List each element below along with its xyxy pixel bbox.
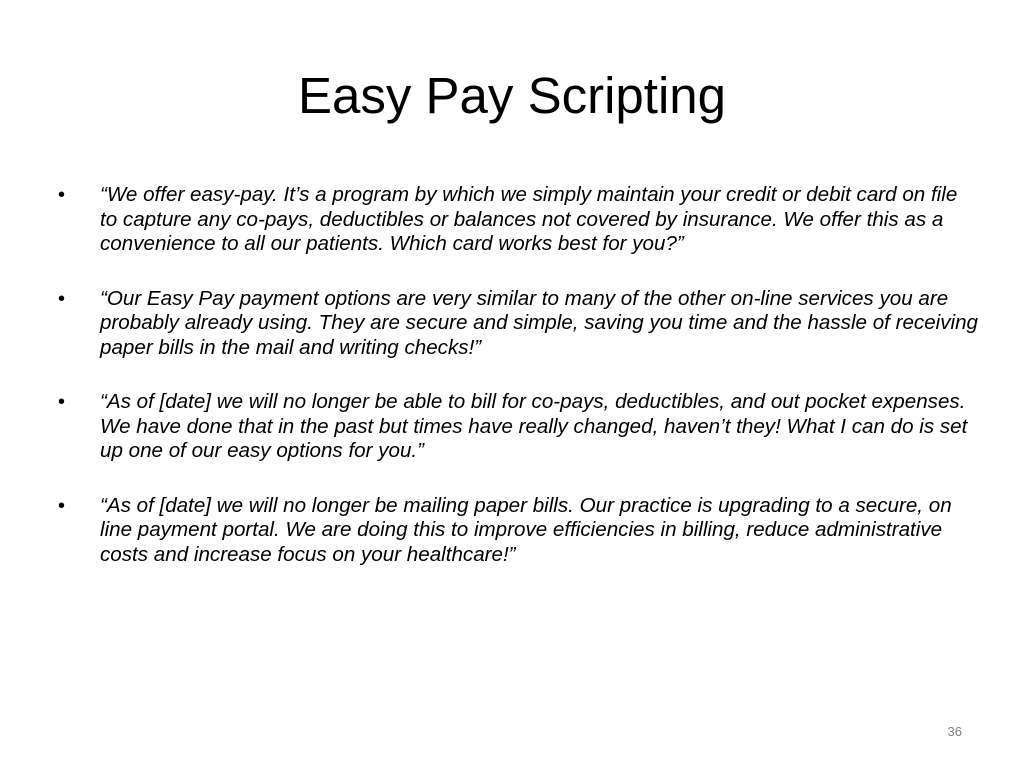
bullet-text: “As of [date] we will no longer be mailing paper bills. Our practice is upgrading to a secure, on line payment portal. We are doing this to improve efficiencies in billing, reduce administrative costs and increase focus on your healthcare!” <box>100 493 952 566</box>
bullet-icon: • <box>58 391 66 413</box>
bullet-item <box>58 390 978 464</box>
bullet-icon: • <box>58 494 66 517</box>
bullet-icon: • <box>58 287 66 310</box>
bullet-item <box>58 183 978 257</box>
page-number: 36 <box>947 724 962 739</box>
bullet-list <box>58 183 978 597</box>
bullet-text: “We offer easy-pay. It’s a program by which we simply maintain your credit or debit card on file to capture any co-pays, deductibles or balances not covered by insurance. We offer this as a convenience to all our patients. Which card works best for you?” <box>100 183 958 255</box>
slide-title: Easy Pay Scripting <box>297 67 727 124</box>
bullet-text: “Our Easy Pay payment options are very similar to many of the other on-line services you are probably already using. They are secure and simple, saving you time and the hassle of receiving paper bills in the mail and writing checks!” <box>100 286 979 359</box>
bullet-text: “As of [date] we will no longer be able to bill for co-pays, deductibles, and out pocket expenses. We have done that in the past but times have really changed, haven’t they! What I can do is set up one of our easy options for you.” <box>100 390 968 462</box>
bullet-icon: • <box>58 184 66 206</box>
bullet-item <box>58 494 978 568</box>
bullet-item <box>58 287 978 361</box>
